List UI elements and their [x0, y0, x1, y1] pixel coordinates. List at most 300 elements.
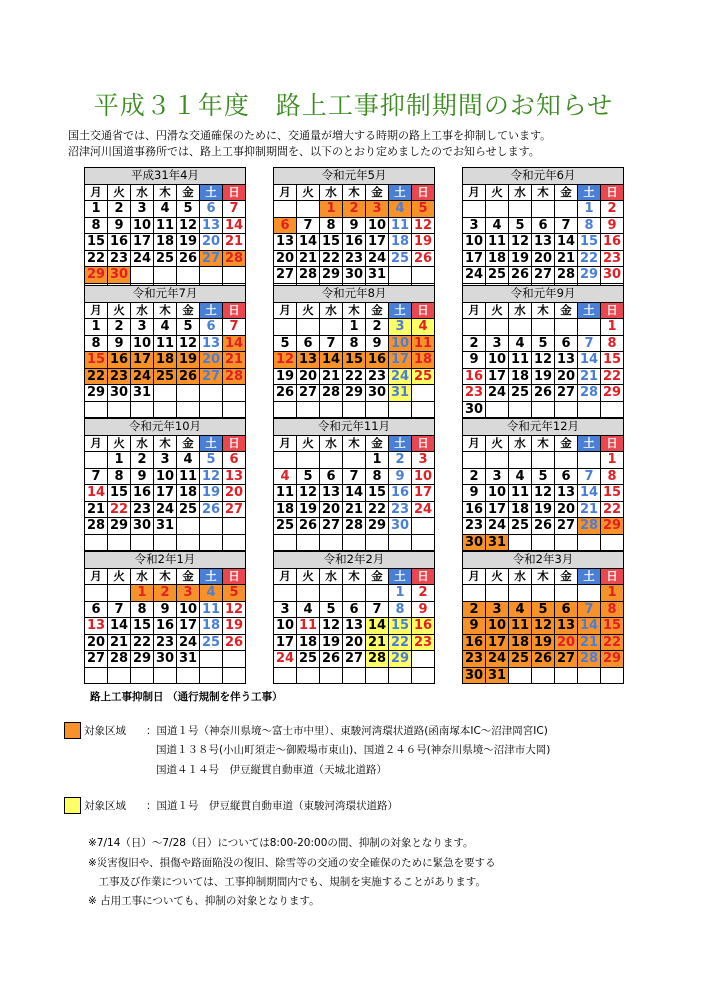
day-cell: 12 [297, 485, 320, 502]
day-cell: 24 [154, 501, 177, 518]
day-cell: 6 [555, 468, 578, 485]
day-cell: 13 [532, 234, 555, 251]
weekday-header: 土 [578, 568, 601, 585]
day-cell: 8 [389, 601, 412, 618]
day-cell: 17 [131, 234, 154, 251]
day-cell: 18 [509, 501, 532, 518]
empty-cell [85, 534, 108, 551]
day-cell: 26 [532, 385, 555, 402]
empty-cell [274, 667, 297, 684]
day-cell: 19 [532, 634, 555, 651]
day-cell: 8 [85, 335, 108, 352]
day-cell: 25 [154, 368, 177, 385]
day-cell: 9 [601, 217, 624, 234]
day-cell: 24 [177, 634, 200, 651]
day-cell: 24 [131, 368, 154, 385]
day-cell: 16 [412, 618, 435, 635]
empty-cell [509, 585, 532, 602]
day-cell: 5 [223, 585, 246, 602]
day-cell: 23 [343, 250, 366, 267]
weekday-header: 水 [509, 184, 532, 201]
weekday-header: 金 [177, 302, 200, 319]
day-cell: 23 [463, 651, 486, 668]
day-cell: 10 [177, 601, 200, 618]
day-cell: 10 [274, 618, 297, 635]
day-cell: 25 [154, 250, 177, 267]
weekday-header: 水 [131, 184, 154, 201]
day-cell: 28 [555, 267, 578, 284]
month-title: 令和2年2月 [274, 552, 435, 569]
empty-cell [274, 319, 297, 336]
day-cell: 10 [389, 335, 412, 352]
yellow-label: 対象区域 [84, 800, 126, 812]
day-cell: 13 [200, 217, 223, 234]
day-cell: 11 [154, 217, 177, 234]
day-cell: 15 [366, 485, 389, 502]
day-cell: 8 [578, 217, 601, 234]
day-cell: 10 [486, 618, 509, 635]
day-cell: 1 [85, 201, 108, 218]
orange-label: 対象区域 [84, 725, 126, 737]
day-cell: 30 [108, 385, 131, 402]
empty-cell [509, 667, 532, 684]
day-cell: 19 [223, 618, 246, 635]
day-cell: 22 [108, 501, 131, 518]
weekday-header: 木 [154, 568, 177, 585]
day-cell: 13 [320, 485, 343, 502]
day-cell: 17 [412, 485, 435, 502]
weekday-header: 日 [412, 184, 435, 201]
day-cell: 6 [555, 335, 578, 352]
day-cell: 27 [320, 518, 343, 535]
day-cell: 20 [85, 634, 108, 651]
day-cell: 1 [389, 585, 412, 602]
empty-cell [297, 401, 320, 418]
day-cell: 25 [274, 518, 297, 535]
weekday-header: 土 [578, 302, 601, 319]
day-cell: 9 [412, 601, 435, 618]
weekday-header: 木 [343, 435, 366, 452]
weekday-header: 水 [320, 568, 343, 585]
day-cell: 22 [601, 501, 624, 518]
weekday-header: 火 [486, 568, 509, 585]
day-cell: 6 [320, 468, 343, 485]
day-cell: 6 [297, 335, 320, 352]
day-cell: 23 [108, 368, 131, 385]
day-cell: 6 [555, 601, 578, 618]
day-cell: 24 [389, 368, 412, 385]
day-cell: 8 [85, 217, 108, 234]
day-cell: 27 [343, 651, 366, 668]
empty-cell [463, 201, 486, 218]
day-cell: 25 [509, 518, 532, 535]
day-cell: 4 [509, 468, 532, 485]
day-cell: 31 [154, 518, 177, 535]
day-cell: 14 [85, 485, 108, 502]
empty-cell [177, 385, 200, 402]
day-cell: 14 [555, 234, 578, 251]
day-cell: 29 [601, 385, 624, 402]
day-cell: 1 [601, 452, 624, 469]
day-cell: 14 [108, 618, 131, 635]
day-cell: 17 [486, 501, 509, 518]
day-cell: 13 [555, 352, 578, 369]
day-cell: 19 [297, 501, 320, 518]
day-cell: 26 [532, 651, 555, 668]
weekday-header: 月 [274, 302, 297, 319]
day-cell: 31 [486, 667, 509, 684]
weekday-header: 木 [532, 435, 555, 452]
weekday-header: 金 [177, 568, 200, 585]
day-cell: 25 [509, 385, 532, 402]
day-cell: 1 [578, 201, 601, 218]
day-cell: 18 [486, 250, 509, 267]
empty-cell [108, 401, 131, 418]
weekday-header: 水 [131, 435, 154, 452]
day-cell: 10 [154, 468, 177, 485]
day-cell: 18 [509, 368, 532, 385]
day-cell: 25 [297, 651, 320, 668]
day-cell: 16 [389, 485, 412, 502]
day-cell: 26 [177, 250, 200, 267]
day-cell: 15 [601, 352, 624, 369]
weekday-header: 木 [532, 302, 555, 319]
day-cell: 6 [343, 601, 366, 618]
day-cell: 3 [131, 201, 154, 218]
intro-text [68, 128, 551, 160]
day-cell: 19 [412, 234, 435, 251]
day-cell: 26 [532, 518, 555, 535]
day-cell: 3 [463, 217, 486, 234]
day-cell: 11 [154, 335, 177, 352]
day-cell: 8 [366, 468, 389, 485]
day-cell: 4 [154, 201, 177, 218]
empty-cell [343, 667, 366, 684]
day-cell: 2 [154, 585, 177, 602]
day-cell: 15 [601, 485, 624, 502]
empty-cell [108, 585, 131, 602]
day-cell: 14 [223, 217, 246, 234]
day-cell: 4 [200, 585, 223, 602]
day-cell: 23 [154, 634, 177, 651]
empty-cell [343, 534, 366, 551]
weekday-header: 土 [578, 184, 601, 201]
empty-cell [486, 401, 509, 418]
day-cell: 22 [601, 368, 624, 385]
day-cell: 13 [85, 618, 108, 635]
weekday-header: 木 [532, 568, 555, 585]
day-cell: 15 [389, 618, 412, 635]
day-cell: 3 [486, 335, 509, 352]
empty-cell [274, 534, 297, 551]
weekday-header: 木 [343, 302, 366, 319]
day-cell: 4 [154, 319, 177, 336]
empty-cell [177, 401, 200, 418]
day-cell: 21 [223, 234, 246, 251]
month-table [273, 551, 435, 684]
day-cell: 29 [108, 518, 131, 535]
empty-cell [85, 585, 108, 602]
month-table [273, 167, 435, 300]
day-cell: 27 [555, 651, 578, 668]
empty-cell [154, 267, 177, 284]
empty-cell [200, 385, 223, 402]
day-cell: 23 [108, 250, 131, 267]
day-cell: 9 [366, 335, 389, 352]
day-cell: 21 [343, 501, 366, 518]
orange-swatch [64, 722, 81, 739]
day-cell: 12 [274, 352, 297, 369]
empty-cell [200, 534, 223, 551]
empty-cell [320, 401, 343, 418]
day-cell: 29 [601, 651, 624, 668]
weekday-header: 火 [297, 184, 320, 201]
empty-cell [486, 585, 509, 602]
empty-cell [108, 667, 131, 684]
note-4: ※ 占用工事についても、抑制の対象となります。 [88, 895, 320, 907]
empty-cell [223, 385, 246, 402]
empty-cell [177, 667, 200, 684]
day-cell: 16 [463, 501, 486, 518]
day-cell: 18 [274, 501, 297, 518]
weekday-header: 土 [389, 568, 412, 585]
day-cell: 2 [412, 585, 435, 602]
day-cell: 17 [366, 234, 389, 251]
day-cell: 5 [532, 335, 555, 352]
weekday-header: 土 [389, 435, 412, 452]
day-cell: 15 [108, 485, 131, 502]
empty-cell [274, 401, 297, 418]
day-cell: 24 [274, 651, 297, 668]
month-title: 平成31年4月 [85, 168, 246, 185]
day-cell: 14 [320, 352, 343, 369]
empty-cell [578, 585, 601, 602]
day-cell: 2 [108, 319, 131, 336]
yellow-swatch [64, 797, 81, 814]
day-cell: 6 [223, 452, 246, 469]
day-cell: 20 [532, 250, 555, 267]
day-cell: 30 [108, 267, 131, 284]
day-cell: 27 [555, 518, 578, 535]
empty-cell [601, 401, 624, 418]
day-cell: 10 [463, 234, 486, 251]
empty-cell [389, 267, 412, 284]
empty-cell [154, 534, 177, 551]
empty-cell [297, 201, 320, 218]
day-cell: 14 [343, 485, 366, 502]
empty-cell [223, 267, 246, 284]
weekday-header: 金 [555, 568, 578, 585]
day-cell: 24 [131, 250, 154, 267]
month-calendar [273, 285, 435, 418]
weekday-header: 日 [223, 568, 246, 585]
month-calendar [273, 167, 435, 300]
weekday-header: 月 [85, 184, 108, 201]
day-cell: 5 [177, 319, 200, 336]
day-cell: 9 [463, 618, 486, 635]
day-cell: 13 [223, 468, 246, 485]
day-cell: 26 [412, 250, 435, 267]
day-cell: 16 [463, 634, 486, 651]
day-cell: 15 [320, 234, 343, 251]
empty-cell [297, 534, 320, 551]
day-cell: 28 [320, 385, 343, 402]
weekday-header: 木 [154, 435, 177, 452]
empty-cell [200, 267, 223, 284]
day-cell: 18 [154, 234, 177, 251]
day-cell: 28 [223, 250, 246, 267]
empty-cell [555, 401, 578, 418]
day-cell: 17 [154, 485, 177, 502]
day-cell: 20 [555, 634, 578, 651]
day-cell: 11 [297, 618, 320, 635]
day-cell: 16 [601, 234, 624, 251]
month-table [462, 551, 624, 684]
day-cell: 28 [108, 651, 131, 668]
day-cell: 15 [601, 618, 624, 635]
month-title: 令和元年8月 [274, 286, 435, 303]
day-cell: 15 [343, 352, 366, 369]
day-cell: 13 [297, 352, 320, 369]
month-calendar [462, 418, 624, 551]
day-cell: 18 [154, 352, 177, 369]
day-cell: 12 [532, 618, 555, 635]
day-cell: 25 [509, 651, 532, 668]
day-cell: 21 [578, 368, 601, 385]
day-cell: 7 [555, 217, 578, 234]
month-title: 令和元年10月 [85, 419, 246, 436]
weekday-header: 火 [297, 302, 320, 319]
weekday-header: 日 [601, 302, 624, 319]
day-cell: 1 [366, 452, 389, 469]
day-cell: 7 [320, 335, 343, 352]
weekday-header: 金 [366, 568, 389, 585]
day-cell: 3 [177, 585, 200, 602]
day-cell: 9 [343, 217, 366, 234]
day-cell: 19 [177, 234, 200, 251]
day-cell: 30 [366, 385, 389, 402]
day-cell: 23 [389, 501, 412, 518]
empty-cell [320, 319, 343, 336]
month-table [273, 285, 435, 418]
day-cell: 24 [463, 267, 486, 284]
empty-cell [177, 267, 200, 284]
weekday-header: 月 [463, 184, 486, 201]
day-cell: 6 [200, 319, 223, 336]
day-cell: 28 [578, 651, 601, 668]
empty-cell [601, 534, 624, 551]
empty-cell [412, 401, 435, 418]
empty-cell [85, 401, 108, 418]
day-cell: 14 [297, 234, 320, 251]
empty-cell [366, 667, 389, 684]
day-cell: 2 [389, 452, 412, 469]
empty-cell [486, 201, 509, 218]
day-cell: 27 [200, 368, 223, 385]
day-cell: 19 [200, 485, 223, 502]
day-cell: 21 [297, 250, 320, 267]
day-cell: 26 [177, 368, 200, 385]
day-cell: 6 [532, 217, 555, 234]
day-cell: 21 [366, 634, 389, 651]
day-cell: 9 [463, 485, 486, 502]
day-cell: 11 [509, 618, 532, 635]
day-cell: 27 [200, 250, 223, 267]
day-cell: 30 [343, 267, 366, 284]
weekday-header: 火 [297, 435, 320, 452]
empty-cell [532, 201, 555, 218]
day-cell: 29 [131, 651, 154, 668]
empty-cell [343, 401, 366, 418]
empty-cell [366, 401, 389, 418]
day-cell: 7 [223, 319, 246, 336]
empty-cell [131, 401, 154, 418]
empty-cell [486, 452, 509, 469]
empty-cell [389, 667, 412, 684]
day-cell: 20 [223, 485, 246, 502]
month-table [84, 285, 246, 418]
empty-cell [463, 452, 486, 469]
empty-cell [463, 319, 486, 336]
empty-cell [532, 534, 555, 551]
day-cell: 17 [486, 368, 509, 385]
weekday-header: 火 [108, 302, 131, 319]
day-cell: 10 [366, 217, 389, 234]
weekday-header: 土 [200, 435, 223, 452]
empty-cell [200, 518, 223, 535]
empty-cell [320, 534, 343, 551]
day-cell: 4 [274, 468, 297, 485]
weekday-header: 火 [108, 435, 131, 452]
empty-cell [320, 667, 343, 684]
orange-line-3: 国道４１４号 伊豆縦貫自動車道（天城北道路） [156, 764, 387, 776]
empty-cell [200, 667, 223, 684]
day-cell: 21 [223, 352, 246, 369]
day-cell: 27 [532, 267, 555, 284]
empty-cell [412, 667, 435, 684]
day-cell: 5 [297, 468, 320, 485]
day-cell: 8 [601, 601, 624, 618]
month-calendar [462, 167, 624, 300]
day-cell: 5 [200, 452, 223, 469]
day-cell: 1 [85, 319, 108, 336]
legend-heading: 路上工事抑制日 （通行規制を伴う工事） [90, 691, 283, 703]
day-cell: 23 [463, 385, 486, 402]
empty-cell [131, 534, 154, 551]
day-cell: 22 [601, 634, 624, 651]
weekday-header: 日 [601, 435, 624, 452]
day-cell: 9 [389, 468, 412, 485]
day-cell: 11 [509, 352, 532, 369]
day-cell: 25 [389, 250, 412, 267]
empty-cell [297, 585, 320, 602]
day-cell: 11 [412, 335, 435, 352]
day-cell: 27 [85, 651, 108, 668]
day-cell: 26 [223, 634, 246, 651]
day-cell: 27 [555, 385, 578, 402]
day-cell: 28 [223, 368, 246, 385]
day-cell: 3 [366, 201, 389, 218]
day-cell: 11 [486, 234, 509, 251]
day-cell: 22 [85, 368, 108, 385]
weekday-header: 金 [366, 302, 389, 319]
empty-cell [486, 319, 509, 336]
day-cell: 8 [320, 217, 343, 234]
empty-cell [154, 401, 177, 418]
day-cell: 15 [578, 234, 601, 251]
day-cell: 29 [578, 267, 601, 284]
day-cell: 24 [486, 385, 509, 402]
